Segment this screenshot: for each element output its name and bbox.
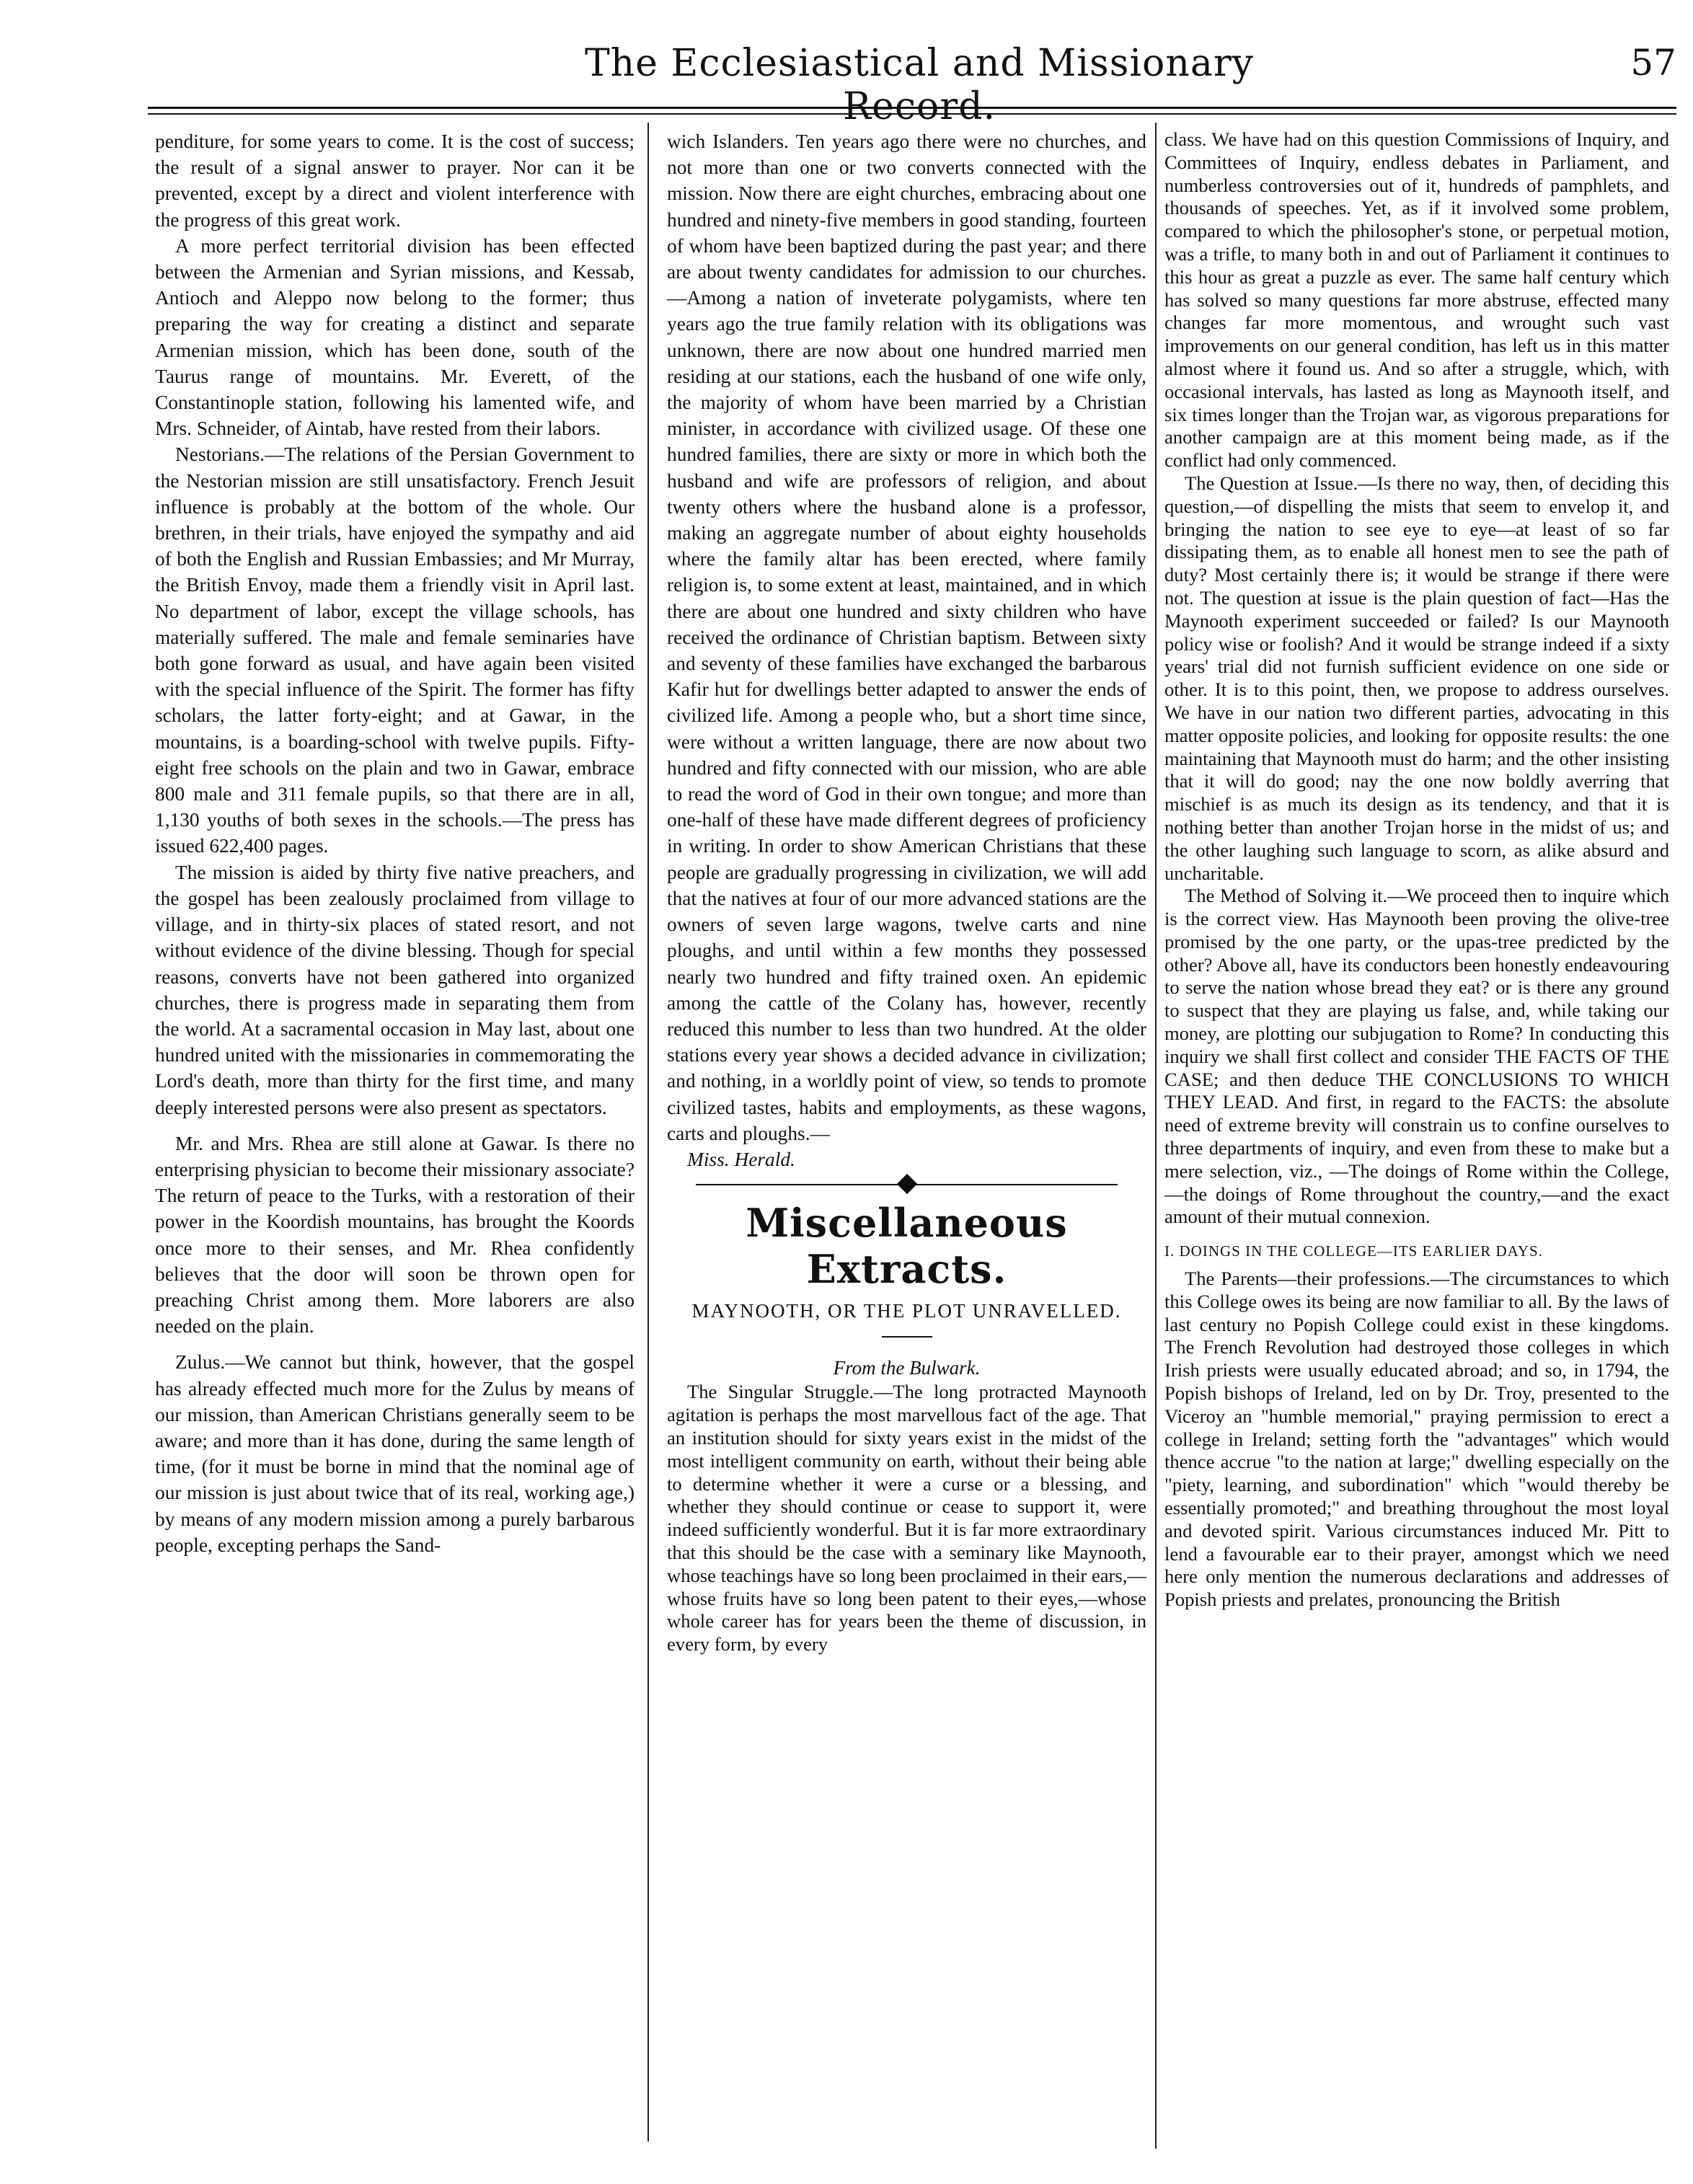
ornament-diamond-icon [896, 1174, 916, 1194]
section-heading: I. DOINGS IN THE COLLEGE—ITS EARLIER DAYS. [1164, 1242, 1543, 1260]
page-header [148, 42, 1676, 128]
section-title: Miscellaneous Extracts. [746, 1200, 1068, 1293]
article-title: MAYNOOTH, OR THE PLOT UNRAVELLED. [691, 1300, 1122, 1322]
paragraph-nestorians: Nestorians.—The relations of the Persian Government to the Nestorian mission are still unsatisfactory. French Jesuit influence is probably at the bottom of the whole. Our brethren, in their trials, have enjoyed the sympathy and aid of both the English and Russian Embassies; and Mr Murray, the British Envoy, made them a friendly visit in April last. No department of labor, except the village schools, has materially suffered. The male and female seminaries have both gone forward as usual, and have again been visited with the special influence of the Spirit. The former has fifty scholars, the latter forty-eight; and at Gawar, in the mountains, is a boarding-school with twelve pupils. Fifty-eight free schools on the plain and two in Gawar, embrace 800 male and 311 female pupils, so that there are in all, 1,130 youths of both sexes in the schools.—The press has issued 622,400 pages. [155, 443, 635, 857]
running-title: The Ecclesiastical and Missionary Record. [584, 42, 1255, 128]
paragraph-question-at-issue: The Question at Issue.—Is there no way, then, of deciding this question,—of dispelling the mists that seem to envelop it, and bringing the nation to see eye to eye—at least of so far dissipating them, as to enable all honest men to see the path of duty? Most certainly there is; it would be strange if there were not. The question at issue is the plain question of fact—Has the Maynooth experiment succeeded or failed? Is our Maynooth policy wise or foolish? And it would be strange indeed if a sixty years' trial did not furnish sufficient evidence on one side or other. It is to this point, then, we propose to address ourselves. We have in our nation two different parties, advocating in this matter opposite policies, and looking for opposite results: the one maintaining that Maynooth must do harm; and the other insisting that it will do good; nay the one now boldly averring that mischief is as much its design as its tendency, and that it is nothing better than another Trojan horse in the midst of us; and the other laughing such language to scorn, as alike absurd and uncharitable. [1164, 472, 1669, 884]
column-divider [647, 123, 649, 2141]
paragraph: wich Islanders. Ten years ago there were no churches, and not more than one or two converts connected with the mission. Now there are eight churches, embracing about one hundred and ninety-five members in good standing, fourteen of whom have been baptized during the past year; and there are about twenty candidates for admission to our churches.—Among a nation of inveterate polygamists, where ten years ago the true family relation with its obligations was unknown, there are now about one hundred married men residing at our stations, each the husband of one wife only, the majority of whom have been married by a Christian minister, in accordance with civilized usage. Of these one hundred families, there are sixty or more in which both the husband and wife are professors of religion, and about twenty others where the husband alone is a professor, making an aggregate number of about eighty households where the family altar has been erected, where family religion is, to some extent at least, maintained, and in which there are about one hundred and sixty children who have received the ordinance of Christian baptism. Between sixty and seventy of these families have exchanged the barbarous Kafir hut for dwellings better adapted to answer the ends of civilized life. Among a people who, but a short time since, were without a written language, there are now about two hundred and fifty connected with our mission, who are able to read the word of God in their own tongue; and more than one-half of these have made different degrees of proficiency in writing. In order to show American Christians that these people are gradually progressing in civilization, we will add that the natives at four of our more advanced stations are the owners of seven large wagons, twelve carts and nine ploughs, and until within a few months they possessed nearly two hundred and fifty trained oxen. An epidemic among the cattle of the Colany has, however, recently reduced this number to less than two hundred. At the older stations every year shows a decided advance in civilization; and nothing, in a worldly point of view, so tends to promote civilized tastes, habits and employments, as these wagons, carts and ploughs.— [667, 131, 1146, 1144]
article-source: From the Bulwark. [833, 1357, 981, 1379]
article-body [667, 1381, 1146, 1656]
header-rule [148, 107, 1676, 109]
page-number: 57 [1630, 42, 1676, 84]
paragraph: The mission is aided by thirty five native preachers, and the gospel has been zealously proclaimed from village to village, and in thirty-six places of stated resort, and not without evidence of the divine blessing. Though for special reasons, converts have not been gathered into organized churches, there is progress made in separating them from the world. At a sacramental occasion in May last, about one hundred united with the missionaries in commemorating the Lord's death, more than thirty for the first time, and many deeply interested persons were also present as spectators. [155, 861, 635, 1118]
paragraph: A more perfect territorial division has been effected between the Armenian and Syrian missions, and Kessab, Antioch and Aleppo now belong to the former; thus preparing the way for creating a distinct and separate Armenian mission, which has been done, south of the Taurus range of mountains. Mr. Everett, of the Constantinople station, following his lamented wife, and Mrs. Schneider, of Aintab, have rested from their labors. [155, 234, 635, 440]
column-left [155, 128, 635, 1558]
paragraph: Mr. and Mrs. Rhea are still alone at Gawar. Is there no enterprising physician to become their missionary associate? The return of peace to the Turks, with a restoration of their power in the Koordish mountains, has brought the Koords once more to their senses, and Mr. Rhea confidently believes that the door will soon be thrown open for preaching Christ among them. More laborers are also needed on the plain. [155, 1132, 635, 1338]
column-divider [1155, 123, 1157, 2149]
paragraph: The Singular Struggle.—The long protracted Maynooth agitation is perhaps the most marvellous fact of the age. That an institution should for sixty years exist in the midst of the most intelligent community on earth, without their being able to determine whether it were a curse or a blessing, and whether they should continue or cease to support it, were indeed sufficiently wonderful. But it is far more extraordinary that this should be the case with a seminary like Maynooth, whose teachings have so long been proclaimed in their ears,—whose fruits have so long been patent to their eyes,—whose whole career has for years been the theme of discussion, in every form, by every [667, 1381, 1146, 1655]
ornamental-rule [667, 1174, 1146, 1195]
short-rule [882, 1336, 932, 1338]
paragraph-method: The Method of Solving it.—We proceed then to inquire which is the correct view. Has Maynooth been proving the olive-tree promised by the one party, or the upas-tree predicted by the other? Above all, have its conductors been honestly endeavouring to serve the nation whose bread they eat? or is there any ground to suspect that they are playing us false, and, while taking our money, are plotting our subjugation to Rome? In conducting this inquiry we shall first collect and consider THE FACTS OF THE CASE; and then deduce THE CONCLUSIONS TO WHICH THEY LEAD. And first, in regard to the FACTS: the absolute need of extreme brevity will constrain us to confine ourselves to three departments of inquiry, and even from these to make but a mere selection, viz., —The doings of Rome within the College,—the doings of Rome throughout the country,—and the exact amount of their mutual connexion. [1164, 885, 1669, 1228]
paragraph: class. We have had on this question Commissions of Inquiry, and Committees of Inquiry, endless debates in Parliament, and numberless controversies out of it, hundreds of pamphlets, and thousands of speeches. Yet, as if it involved some problem, compared to which the philosopher's stone, or perpetual motion, was a trifle, to many both in and out of Parliament it continues to this hour as great a puzzle as ever. The same half century which has solved so many questions far more abstruse, effected many changes far more momentous, and wrought such vast improvements on our general condition, has left us in this matter almost where it found us. And so after a struggle, which, with occasional intervals, has lasted as long as Maynooth itself, and six times longer than the Trojan war, as vigorous preparations for another campaign are at this moment being made, as if the conflict had only commenced. [1164, 128, 1669, 472]
paragraph-zulus: Zulus.—We cannot but think, however, that the gospel has already effected much more for the Zulus by means of our mission, than American Christians generally seem to be aware; and more than it has done, during the same length of time, (for it must be borne in mind that the nominal age of our mission is just about twice that of its real, working age,) by means of any modern mission among a purely barbarous people, excepting perhaps the Sand- [155, 1351, 635, 1556]
paragraph: penditure, for some years to come. It is the cost of success; the result of a signal answer to prayer. Nor can it be prevented, except by a direct and violent interference with the progress of this great work. [155, 131, 635, 231]
paragraph-parents: The Parents—their professions.—The circumstances to which this College owes its being are now familiar to all. By the laws of last century no Popish College could exist in these kingdoms. The French Revolution had destroyed those colleges in which Irish priests were usually educated abroad; and so, in 1794, the Popish bishops of Ireland, led on by Dr. Troy, presented to the Viceroy an "humble memorial," praying permission to erect a college in Ireland; setting forth the "advantages" which would thence accrue "to the nation at large;" dwelling especially on the "piety, learning, and subordination" which "would thereby be essentially promoted;" and breathing throughout the most loyal and devoted spirit. Various circumstances induced Mr. Pitt to lend a favourable ear to their prayer, amongst which we need here only mention the numerous declarations and addresses of Popish priests and prelates, pronouncing the British [1164, 1268, 1669, 1611]
source-signature: Miss. Herald. [687, 1148, 795, 1170]
column-right [1164, 128, 1669, 1612]
column-middle [667, 128, 1146, 1656]
header-rule-secondary [148, 113, 1676, 115]
